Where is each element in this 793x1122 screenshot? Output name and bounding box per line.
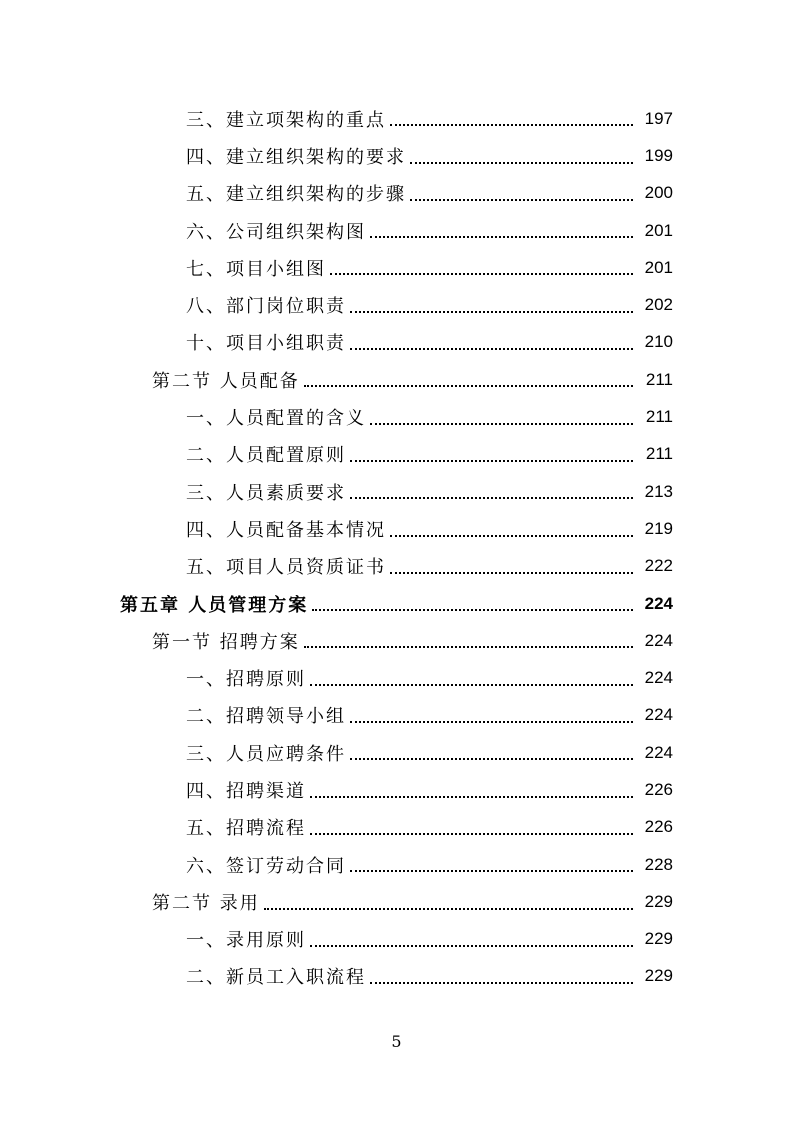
page-number: 5 (391, 1032, 402, 1051)
dot-leader (310, 944, 633, 947)
dot-leader (390, 123, 633, 126)
toc-entry-label: 七、项目小组图 (186, 258, 326, 280)
toc-entry[interactable] (0, 137, 793, 174)
toc-entry-page: 201 (644, 220, 673, 240)
toc-chapter-page: 224 (644, 593, 673, 613)
toc-entry-label: 二、人员配置原则 (186, 445, 346, 467)
toc-entry[interactable] (0, 510, 793, 547)
toc-section-label: 第一节 招聘方案 (152, 631, 300, 653)
toc-entry[interactable] (0, 473, 793, 510)
toc-entry-page: 226 (644, 779, 673, 799)
dot-leader (310, 832, 633, 835)
dot-leader (312, 608, 633, 611)
toc-entry[interactable] (0, 771, 793, 808)
toc-entry[interactable] (0, 100, 793, 137)
toc-entry[interactable] (0, 809, 793, 846)
dot-leader (350, 310, 633, 313)
toc-entry-label: 四、建立组织架构的要求 (186, 146, 406, 168)
toc-entry-page: 201 (644, 257, 673, 277)
toc-entry-page: 228 (644, 854, 673, 874)
toc-section[interactable] (0, 622, 793, 659)
toc-entry-page: 197 (644, 108, 673, 128)
dot-leader (310, 683, 633, 686)
dot-leader (304, 645, 633, 648)
toc-entry-label: 三、人员素质要求 (186, 482, 346, 504)
dot-leader (350, 347, 633, 350)
dot-leader (390, 534, 633, 537)
dot-leader (350, 869, 633, 872)
toc-entry-label: 二、招聘领导小组 (186, 706, 346, 728)
dot-leader (264, 907, 633, 910)
toc-entry-label: 三、人员应聘条件 (186, 743, 346, 765)
toc-entry-label: 五、招聘流程 (186, 818, 306, 840)
toc-section-page: 229 (644, 891, 673, 911)
toc-entry[interactable] (0, 436, 793, 473)
toc-entry-page: 200 (644, 183, 673, 203)
dot-leader (410, 198, 633, 201)
toc-entry-label: 三、建立项架构的重点 (186, 109, 386, 131)
toc-entry-page: 222 (644, 556, 673, 576)
toc-entry-label: 四、人员配备基本情况 (186, 519, 386, 541)
toc-entry[interactable] (0, 697, 793, 734)
toc-entry-page: 211 (645, 407, 673, 427)
toc-entry-page: 211 (645, 444, 673, 464)
toc-entry-page: 213 (644, 481, 673, 501)
toc-entry[interactable] (0, 958, 793, 995)
toc-entry-label: 一、招聘原则 (186, 669, 306, 691)
dot-leader (370, 235, 633, 238)
toc-entry-label: 四、招聘渠道 (186, 780, 306, 802)
toc-entry-page: 224 (644, 668, 673, 688)
toc-entry-label: 一、人员配置的含义 (186, 408, 366, 430)
toc-section[interactable] (0, 361, 793, 398)
dot-leader (350, 757, 633, 760)
toc-entry-page: 229 (644, 929, 673, 949)
toc-entry-label: 一、录用原则 (186, 930, 306, 952)
toc-entry-page: 199 (644, 145, 673, 165)
toc-section-label: 第二节 人员配备 (152, 370, 300, 392)
toc-section[interactable] (0, 883, 793, 920)
toc-entry-label: 十、项目小组职责 (186, 333, 346, 355)
toc-entry[interactable] (0, 212, 793, 249)
dot-leader (310, 795, 633, 798)
toc-entry[interactable] (0, 249, 793, 286)
toc-chapter[interactable] (0, 585, 793, 622)
toc-entry[interactable] (0, 398, 793, 435)
dot-leader (304, 384, 633, 387)
toc-entry[interactable] (0, 921, 793, 958)
toc-entry-page: 229 (644, 966, 673, 986)
dot-leader (350, 720, 633, 723)
toc-entry[interactable] (0, 175, 793, 212)
toc-entry[interactable] (0, 324, 793, 361)
toc-entry-label: 六、签订劳动合同 (186, 855, 346, 877)
toc-entry[interactable] (0, 734, 793, 771)
toc-entry-page: 224 (644, 705, 673, 725)
toc-entry[interactable] (0, 659, 793, 696)
toc-section-page: 211 (645, 369, 673, 389)
toc-entry-page: 219 (644, 518, 673, 538)
toc-entry[interactable] (0, 286, 793, 323)
toc-entry-label: 五、项目人员资质证书 (186, 557, 386, 579)
toc-entry[interactable] (0, 548, 793, 585)
toc-entry-label: 五、建立组织架构的步骤 (186, 184, 406, 206)
table-of-contents (0, 100, 793, 995)
dot-leader (350, 459, 633, 462)
toc-entry-page: 202 (644, 295, 673, 315)
toc-chapter-label: 第五章 人员管理方案 (120, 594, 309, 616)
toc-entry-page: 226 (644, 817, 673, 837)
dot-leader (330, 272, 633, 275)
toc-entry[interactable] (0, 846, 793, 883)
toc-entry-label: 八、部门岗位职责 (186, 296, 346, 318)
toc-section-page: 224 (644, 630, 673, 650)
toc-entry-label: 六、公司组织架构图 (186, 221, 366, 243)
dot-leader (350, 496, 633, 499)
toc-entry-page: 224 (644, 742, 673, 762)
toc-entry-label: 二、新员工入职流程 (186, 967, 366, 989)
dot-leader (370, 422, 633, 425)
dot-leader (410, 161, 633, 164)
toc-section-label: 第二节 录用 (152, 892, 260, 914)
dot-leader (390, 571, 633, 574)
dot-leader (370, 981, 633, 984)
toc-entry-page: 210 (644, 332, 673, 352)
